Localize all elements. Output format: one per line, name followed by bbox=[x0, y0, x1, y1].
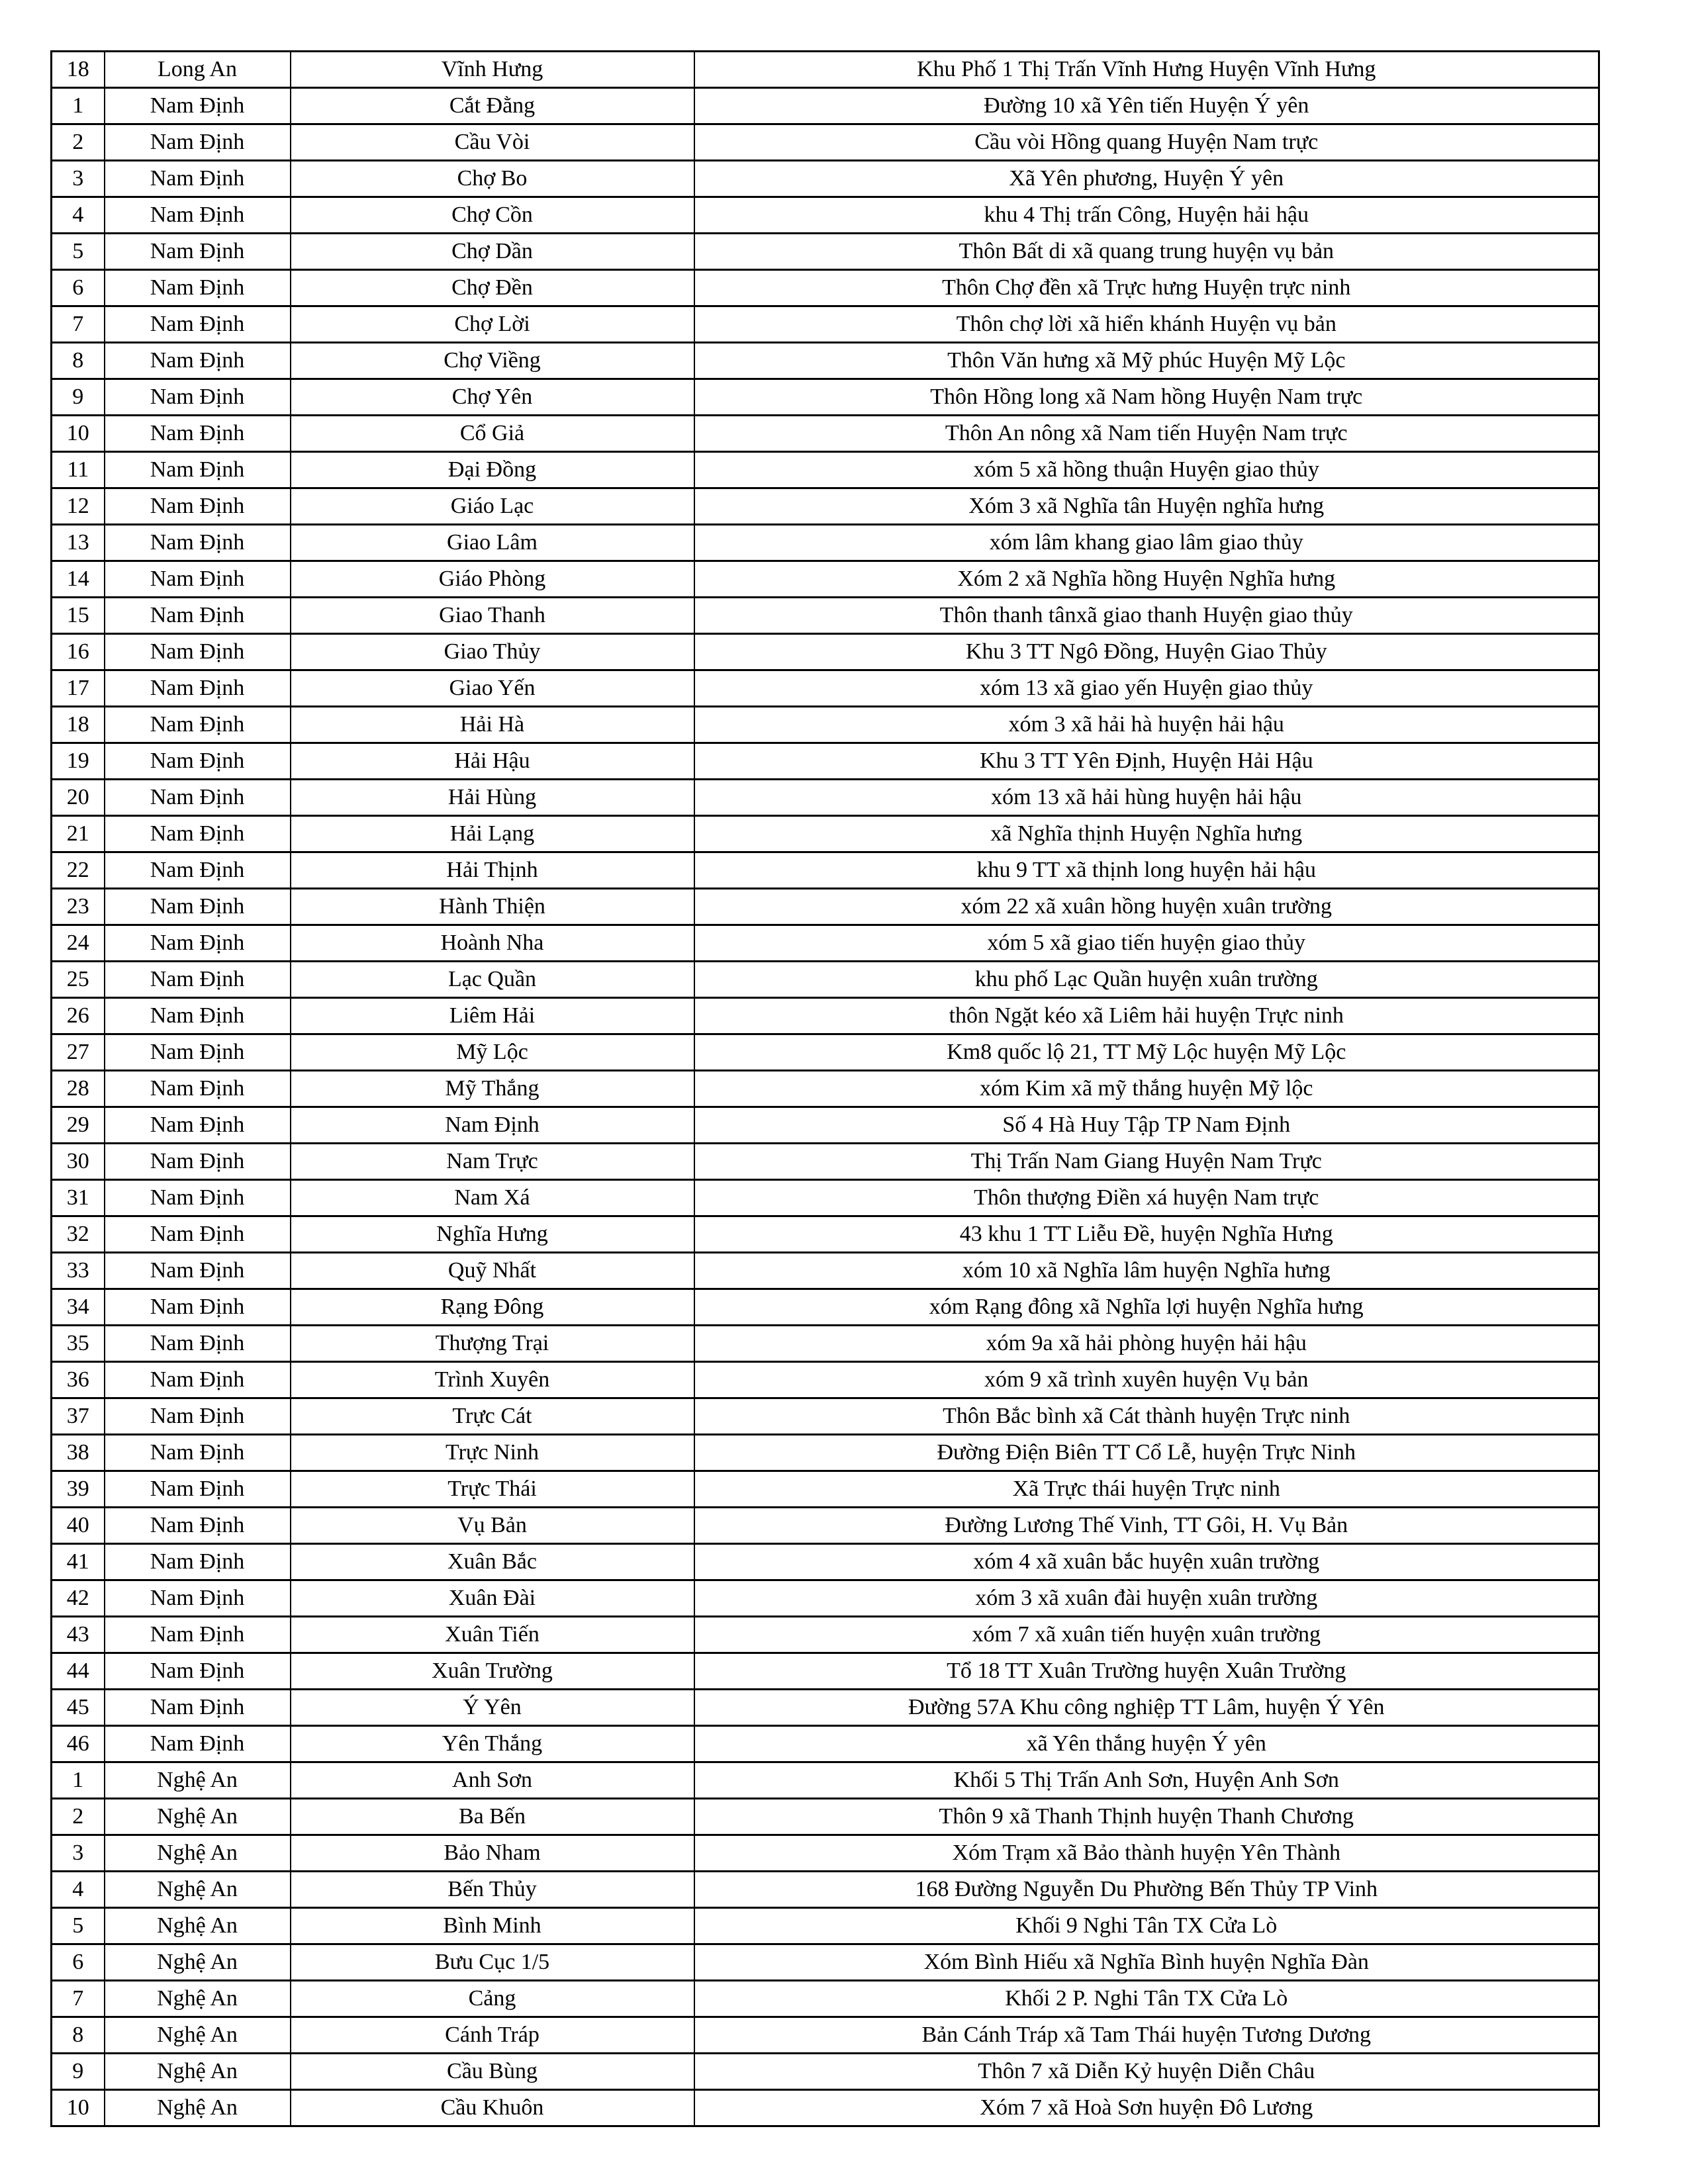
address-cell: xóm Kim xã mỹ thắng huyện Mỹ lộc bbox=[694, 1071, 1599, 1107]
table-row bbox=[52, 1799, 1599, 1835]
post-office-name-cell: Hải Hà bbox=[291, 707, 694, 743]
table-row bbox=[52, 598, 1599, 634]
post-office-name-cell: Nam Xá bbox=[291, 1180, 694, 1216]
post-office-name-cell: Bình Minh bbox=[291, 1908, 694, 1944]
row-number-cell: 19 bbox=[52, 743, 105, 780]
row-number-cell: 1 bbox=[52, 1762, 105, 1799]
post-office-name-cell: Mỹ Thắng bbox=[291, 1071, 694, 1107]
address-cell: Xóm Bình Hiếu xã Nghĩa Bình huyện Nghĩa Đàn bbox=[694, 1944, 1599, 1981]
table-row bbox=[52, 816, 1599, 852]
post-office-name-cell: Trình Xuyên bbox=[291, 1362, 694, 1398]
row-number-cell: 33 bbox=[52, 1253, 105, 1289]
address-cell: Khối 2 P. Nghi Tân TX Cửa Lò bbox=[694, 1981, 1599, 2017]
address-cell: thôn Ngặt kéo xã Liêm hải huyện Trực ninh bbox=[694, 998, 1599, 1034]
table-row bbox=[52, 670, 1599, 707]
province-cell: Nam Định bbox=[105, 1617, 291, 1653]
table-row bbox=[52, 1180, 1599, 1216]
row-number-cell: 39 bbox=[52, 1471, 105, 1508]
province-cell: Nam Định bbox=[105, 525, 291, 561]
province-cell: Nam Định bbox=[105, 1071, 291, 1107]
address-cell: Xóm 3 xã Nghĩa tân Huyện nghĩa hưng bbox=[694, 488, 1599, 525]
address-cell: xóm 5 xã hồng thuận Huyện giao thủy bbox=[694, 452, 1599, 488]
address-cell: Thôn An nông xã Nam tiến Huyện Nam trực bbox=[694, 416, 1599, 452]
address-cell: xóm 7 xã xuân tiến huyện xuân trường bbox=[694, 1617, 1599, 1653]
table-row bbox=[52, 197, 1599, 234]
table-row bbox=[52, 2090, 1599, 2126]
row-number-cell: 31 bbox=[52, 1180, 105, 1216]
province-cell: Nam Định bbox=[105, 452, 291, 488]
province-cell: Nam Định bbox=[105, 197, 291, 234]
province-cell: Nghệ An bbox=[105, 2017, 291, 2054]
row-number-cell: 6 bbox=[52, 270, 105, 306]
post-office-name-cell: Giao Thanh bbox=[291, 598, 694, 634]
address-cell: Khu 3 TT Yên Định, Huyện Hải Hậu bbox=[694, 743, 1599, 780]
address-cell: xóm 9a xã hải phòng huyện hải hậu bbox=[694, 1326, 1599, 1362]
address-cell: Đường Điện Biên TT Cổ Lễ, huyện Trực Ninh bbox=[694, 1435, 1599, 1471]
address-cell: Bản Cánh Tráp xã Tam Thái huyện Tương Dương bbox=[694, 2017, 1599, 2054]
post-office-name-cell: Hải Thịnh bbox=[291, 852, 694, 889]
province-cell: Nam Định bbox=[105, 1253, 291, 1289]
province-cell: Nam Định bbox=[105, 306, 291, 343]
table-row bbox=[52, 998, 1599, 1034]
province-cell: Nam Định bbox=[105, 343, 291, 379]
province-cell: Nam Định bbox=[105, 1289, 291, 1326]
table-row bbox=[52, 1944, 1599, 1981]
row-number-cell: 22 bbox=[52, 852, 105, 889]
province-cell: Nam Định bbox=[105, 561, 291, 598]
row-number-cell: 25 bbox=[52, 962, 105, 998]
province-cell: Nam Định bbox=[105, 1653, 291, 1690]
post-office-name-cell: Vĩnh Hưng bbox=[291, 52, 694, 88]
post-office-name-cell: Giáo Phòng bbox=[291, 561, 694, 598]
address-cell: Thôn chợ lời xã hiển khánh Huyện vụ bản bbox=[694, 306, 1599, 343]
post-office-name-cell: Xuân Đài bbox=[291, 1580, 694, 1617]
province-cell: Nam Định bbox=[105, 852, 291, 889]
row-number-cell: 21 bbox=[52, 816, 105, 852]
row-number-cell: 45 bbox=[52, 1690, 105, 1726]
post-office-name-cell: Giao Thủy bbox=[291, 634, 694, 670]
province-cell: Nghệ An bbox=[105, 1872, 291, 1908]
row-number-cell: 9 bbox=[52, 379, 105, 416]
row-number-cell: 7 bbox=[52, 306, 105, 343]
row-number-cell: 12 bbox=[52, 488, 105, 525]
province-cell: Nam Định bbox=[105, 488, 291, 525]
province-cell: Nam Định bbox=[105, 1508, 291, 1544]
post-office-name-cell: Chợ Đền bbox=[291, 270, 694, 306]
province-cell: Nam Định bbox=[105, 161, 291, 197]
post-office-name-cell: Hành Thiện bbox=[291, 889, 694, 925]
table-row bbox=[52, 161, 1599, 197]
row-number-cell: 37 bbox=[52, 1398, 105, 1435]
address-cell: khu 4 Thị trấn Công, Huyện hải hậu bbox=[694, 197, 1599, 234]
row-number-cell: 29 bbox=[52, 1107, 105, 1144]
row-number-cell: 26 bbox=[52, 998, 105, 1034]
table-row bbox=[52, 416, 1599, 452]
row-number-cell: 11 bbox=[52, 452, 105, 488]
province-cell: Nam Định bbox=[105, 598, 291, 634]
address-cell: xã Nghĩa thịnh Huyện Nghĩa hưng bbox=[694, 816, 1599, 852]
province-cell: Nam Định bbox=[105, 270, 291, 306]
post-office-name-cell: Trực Thái bbox=[291, 1471, 694, 1508]
row-number-cell: 41 bbox=[52, 1544, 105, 1580]
post-office-name-cell: Chợ Viềng bbox=[291, 343, 694, 379]
province-cell: Nam Định bbox=[105, 962, 291, 998]
province-cell: Nam Định bbox=[105, 124, 291, 161]
table-row bbox=[52, 2054, 1599, 2090]
province-cell: Nam Định bbox=[105, 1544, 291, 1580]
address-cell: Thôn thượng Điền xá huyện Nam trực bbox=[694, 1180, 1599, 1216]
post-office-name-cell: Hải Hùng bbox=[291, 780, 694, 816]
row-number-cell: 5 bbox=[52, 234, 105, 270]
province-cell: Nam Định bbox=[105, 1580, 291, 1617]
table-row bbox=[52, 488, 1599, 525]
post-office-table bbox=[50, 50, 1600, 2127]
row-number-cell: 23 bbox=[52, 889, 105, 925]
table-row bbox=[52, 1835, 1599, 1872]
table-row bbox=[52, 1690, 1599, 1726]
address-cell: Thôn Bắc bình xã Cát thành huyện Trực ninh bbox=[694, 1398, 1599, 1435]
post-office-name-cell: Chợ Lời bbox=[291, 306, 694, 343]
province-cell: Nghệ An bbox=[105, 1944, 291, 1981]
table-row bbox=[52, 925, 1599, 962]
province-cell: Nam Định bbox=[105, 1326, 291, 1362]
table-row bbox=[52, 234, 1599, 270]
post-office-name-cell: Hoành Nha bbox=[291, 925, 694, 962]
row-number-cell: 42 bbox=[52, 1580, 105, 1617]
row-number-cell: 5 bbox=[52, 1908, 105, 1944]
province-cell: Nghệ An bbox=[105, 1908, 291, 1944]
post-office-name-cell: Cầu Khuôn bbox=[291, 2090, 694, 2126]
row-number-cell: 3 bbox=[52, 161, 105, 197]
row-number-cell: 46 bbox=[52, 1726, 105, 1762]
address-cell: Xóm Trạm xã Bảo thành huyện Yên Thành bbox=[694, 1835, 1599, 1872]
table-row bbox=[52, 1762, 1599, 1799]
province-cell: Nghệ An bbox=[105, 1835, 291, 1872]
address-cell: khu phố Lạc Quần huyện xuân trường bbox=[694, 962, 1599, 998]
table-row bbox=[52, 889, 1599, 925]
table-row bbox=[52, 1253, 1599, 1289]
address-cell: Thị Trấn Nam Giang Huyện Nam Trực bbox=[694, 1144, 1599, 1180]
table-row bbox=[52, 1908, 1599, 1944]
post-office-name-cell: Trực Ninh bbox=[291, 1435, 694, 1471]
row-number-cell: 38 bbox=[52, 1435, 105, 1471]
post-office-name-cell: Bưu Cục 1/5 bbox=[291, 1944, 694, 1981]
table-row bbox=[52, 452, 1599, 488]
post-office-name-cell: Nghĩa Hưng bbox=[291, 1216, 694, 1253]
post-office-name-cell: Cắt Đằng bbox=[291, 88, 694, 124]
post-office-name-cell: Xuân Bắc bbox=[291, 1544, 694, 1580]
table-row bbox=[52, 1544, 1599, 1580]
table-row bbox=[52, 1471, 1599, 1508]
post-office-name-cell: Chợ Cồn bbox=[291, 197, 694, 234]
province-cell: Nam Định bbox=[105, 634, 291, 670]
post-office-name-cell: Chợ Dần bbox=[291, 234, 694, 270]
province-cell: Long An bbox=[105, 52, 291, 88]
post-office-name-cell: Cầu Bùng bbox=[291, 2054, 694, 2090]
row-number-cell: 8 bbox=[52, 2017, 105, 2054]
province-cell: Nghệ An bbox=[105, 1762, 291, 1799]
table-row bbox=[52, 379, 1599, 416]
address-cell: xóm 9 xã trình xuyên huyện Vụ bản bbox=[694, 1362, 1599, 1398]
province-cell: Nam Định bbox=[105, 234, 291, 270]
post-office-name-cell: Cảng bbox=[291, 1981, 694, 2017]
row-number-cell: 32 bbox=[52, 1216, 105, 1253]
row-number-cell: 20 bbox=[52, 780, 105, 816]
province-cell: Nam Định bbox=[105, 1034, 291, 1071]
address-cell: xóm 3 xã xuân đài huyện xuân trường bbox=[694, 1580, 1599, 1617]
address-cell: xóm 3 xã hải hà huyện hải hậu bbox=[694, 707, 1599, 743]
address-cell: 168 Đường Nguyễn Du Phường Bến Thủy TP Vinh bbox=[694, 1872, 1599, 1908]
table-body bbox=[52, 52, 1599, 2126]
table-row bbox=[52, 2017, 1599, 2054]
province-cell: Nam Định bbox=[105, 1362, 291, 1398]
post-office-name-cell: Mỹ Lộc bbox=[291, 1034, 694, 1071]
post-office-name-cell: Cánh Tráp bbox=[291, 2017, 694, 2054]
table-row bbox=[52, 1289, 1599, 1326]
post-office-name-cell: Bến Thủy bbox=[291, 1872, 694, 1908]
row-number-cell: 17 bbox=[52, 670, 105, 707]
row-number-cell: 40 bbox=[52, 1508, 105, 1544]
row-number-cell: 9 bbox=[52, 2054, 105, 2090]
address-cell: Thôn 7 xã Diễn Kỷ huyện Diễn Châu bbox=[694, 2054, 1599, 2090]
table-row bbox=[52, 1872, 1599, 1908]
province-cell: Nam Định bbox=[105, 925, 291, 962]
row-number-cell: 4 bbox=[52, 197, 105, 234]
table-row bbox=[52, 1981, 1599, 2017]
post-office-name-cell: Ba Bến bbox=[291, 1799, 694, 1835]
table-row bbox=[52, 1107, 1599, 1144]
row-number-cell: 14 bbox=[52, 561, 105, 598]
address-cell: Số 4 Hà Huy Tập TP Nam Định bbox=[694, 1107, 1599, 1144]
table-row bbox=[52, 561, 1599, 598]
post-office-name-cell: Thượng Trại bbox=[291, 1326, 694, 1362]
table-row bbox=[52, 634, 1599, 670]
table-row bbox=[52, 343, 1599, 379]
province-cell: Nghệ An bbox=[105, 1799, 291, 1835]
address-cell: Thôn thanh tânxã giao thanh Huyện giao thủy bbox=[694, 598, 1599, 634]
province-cell: Nam Định bbox=[105, 707, 291, 743]
post-office-name-cell: Giáo Lạc bbox=[291, 488, 694, 525]
address-cell: Thôn Bất di xã quang trung huyện vụ bản bbox=[694, 234, 1599, 270]
row-number-cell: 27 bbox=[52, 1034, 105, 1071]
table-row bbox=[52, 124, 1599, 161]
province-cell: Nam Định bbox=[105, 1471, 291, 1508]
post-office-name-cell: Đại Đồng bbox=[291, 452, 694, 488]
row-number-cell: 44 bbox=[52, 1653, 105, 1690]
row-number-cell: 43 bbox=[52, 1617, 105, 1653]
address-cell: xóm 4 xã xuân bắc huyện xuân trường bbox=[694, 1544, 1599, 1580]
post-office-name-cell: Chợ Bo bbox=[291, 161, 694, 197]
post-office-name-cell: Trực Cát bbox=[291, 1398, 694, 1435]
row-number-cell: 10 bbox=[52, 2090, 105, 2126]
row-number-cell: 8 bbox=[52, 343, 105, 379]
province-cell: Nam Định bbox=[105, 1690, 291, 1726]
row-number-cell: 2 bbox=[52, 1799, 105, 1835]
address-cell: xóm 22 xã xuân hồng huyện xuân trường bbox=[694, 889, 1599, 925]
table-row bbox=[52, 1398, 1599, 1435]
address-cell: Khu Phố 1 Thị Trấn Vĩnh Hưng Huyện Vĩnh Hưng bbox=[694, 52, 1599, 88]
row-number-cell: 1 bbox=[52, 88, 105, 124]
province-cell: Nam Định bbox=[105, 1180, 291, 1216]
address-cell: Đường 57A Khu công nghiệp TT Lâm, huyện Ý Yên bbox=[694, 1690, 1599, 1726]
address-cell: Xã Yên phương, Huyện Ý yên bbox=[694, 161, 1599, 197]
address-cell: Đường Lương Thế Vinh, TT Gôi, H. Vụ Bản bbox=[694, 1508, 1599, 1544]
address-cell: xóm 13 xã hải hùng huyện hải hậu bbox=[694, 780, 1599, 816]
row-number-cell: 7 bbox=[52, 1981, 105, 2017]
post-office-name-cell: Chợ Yên bbox=[291, 379, 694, 416]
row-number-cell: 36 bbox=[52, 1362, 105, 1398]
row-number-cell: 10 bbox=[52, 416, 105, 452]
table-row bbox=[52, 1362, 1599, 1398]
row-number-cell: 24 bbox=[52, 925, 105, 962]
row-number-cell: 18 bbox=[52, 707, 105, 743]
table-row bbox=[52, 707, 1599, 743]
address-cell: Tổ 18 TT Xuân Trường huyện Xuân Trường bbox=[694, 1653, 1599, 1690]
row-number-cell: 2 bbox=[52, 124, 105, 161]
address-cell: Thôn Chợ đền xã Trực hưng Huyện trực ninh bbox=[694, 270, 1599, 306]
table-row bbox=[52, 1071, 1599, 1107]
post-office-name-cell: Hải Hậu bbox=[291, 743, 694, 780]
table-row bbox=[52, 270, 1599, 306]
row-number-cell: 28 bbox=[52, 1071, 105, 1107]
table-row bbox=[52, 1034, 1599, 1071]
province-cell: Nam Định bbox=[105, 1144, 291, 1180]
province-cell: Nam Định bbox=[105, 1398, 291, 1435]
post-office-name-cell: Cổ Giả bbox=[291, 416, 694, 452]
row-number-cell: 16 bbox=[52, 634, 105, 670]
address-cell: xóm 13 xã giao yến Huyện giao thủy bbox=[694, 670, 1599, 707]
table-row bbox=[52, 743, 1599, 780]
address-cell: Km8 quốc lộ 21, TT Mỹ Lộc huyện Mỹ Lộc bbox=[694, 1034, 1599, 1071]
table-row bbox=[52, 780, 1599, 816]
address-cell: Khối 5 Thị Trấn Anh Sơn, Huyện Anh Sơn bbox=[694, 1762, 1599, 1799]
province-cell: Nam Định bbox=[105, 998, 291, 1034]
post-office-name-cell: Xuân Tiến bbox=[291, 1617, 694, 1653]
province-cell: Nam Định bbox=[105, 670, 291, 707]
province-cell: Nam Định bbox=[105, 379, 291, 416]
table-row bbox=[52, 1216, 1599, 1253]
row-number-cell: 35 bbox=[52, 1326, 105, 1362]
address-cell: Khối 9 Nghi Tân TX Cửa Lò bbox=[694, 1908, 1599, 1944]
table-row bbox=[52, 962, 1599, 998]
address-cell: Xã Trực thái huyện Trực ninh bbox=[694, 1471, 1599, 1508]
address-cell: Thôn Hồng long xã Nam hồng Huyện Nam trực bbox=[694, 379, 1599, 416]
row-number-cell: 3 bbox=[52, 1835, 105, 1872]
address-cell: xóm Rạng đông xã Nghĩa lợi huyện Nghĩa hưng bbox=[694, 1289, 1599, 1326]
address-cell: xóm 10 xã Nghĩa lâm huyện Nghĩa hưng bbox=[694, 1253, 1599, 1289]
address-cell: xã Yên thắng huyện Ý yên bbox=[694, 1726, 1599, 1762]
table-row bbox=[52, 1617, 1599, 1653]
post-office-name-cell: Yên Thắng bbox=[291, 1726, 694, 1762]
post-office-name-cell: Hải Lạng bbox=[291, 816, 694, 852]
table-row bbox=[52, 1653, 1599, 1690]
post-office-name-cell: Quỹ Nhất bbox=[291, 1253, 694, 1289]
row-number-cell: 34 bbox=[52, 1289, 105, 1326]
address-cell: Thôn 9 xã Thanh Thịnh huyện Thanh Chương bbox=[694, 1799, 1599, 1835]
address-cell: 43 khu 1 TT Liễu Đề, huyện Nghĩa Hưng bbox=[694, 1216, 1599, 1253]
table-row bbox=[52, 852, 1599, 889]
post-office-name-cell: Bảo Nham bbox=[291, 1835, 694, 1872]
post-office-name-cell: Anh Sơn bbox=[291, 1762, 694, 1799]
province-cell: Nam Định bbox=[105, 743, 291, 780]
table-row bbox=[52, 1508, 1599, 1544]
province-cell: Nghệ An bbox=[105, 2054, 291, 2090]
province-cell: Nam Định bbox=[105, 1216, 291, 1253]
post-office-name-cell: Ý Yên bbox=[291, 1690, 694, 1726]
province-cell: Nam Định bbox=[105, 816, 291, 852]
row-number-cell: 18 bbox=[52, 52, 105, 88]
address-cell: Xóm 7 xã Hoà Sơn huyện Đô Lương bbox=[694, 2090, 1599, 2126]
province-cell: Nam Định bbox=[105, 1107, 291, 1144]
table-row bbox=[52, 88, 1599, 124]
post-office-name-cell: Xuân Trường bbox=[291, 1653, 694, 1690]
post-office-name-cell: Nam Định bbox=[291, 1107, 694, 1144]
province-cell: Nghệ An bbox=[105, 1981, 291, 2017]
province-cell: Nam Định bbox=[105, 88, 291, 124]
post-office-name-cell: Liêm Hải bbox=[291, 998, 694, 1034]
post-office-name-cell: Giao Lâm bbox=[291, 525, 694, 561]
table-row bbox=[52, 1726, 1599, 1762]
post-office-name-cell: Giao Yến bbox=[291, 670, 694, 707]
province-cell: Nghệ An bbox=[105, 2090, 291, 2126]
table-row bbox=[52, 1326, 1599, 1362]
address-cell: khu 9 TT xã thịnh long huyện hải hậu bbox=[694, 852, 1599, 889]
table-row bbox=[52, 1144, 1599, 1180]
address-cell: Xóm 2 xã Nghĩa hồng Huyện Nghĩa hưng bbox=[694, 561, 1599, 598]
address-cell: Thôn Văn hưng xã Mỹ phúc Huyện Mỹ Lộc bbox=[694, 343, 1599, 379]
table-row bbox=[52, 52, 1599, 88]
address-cell: Khu 3 TT Ngô Đồng, Huyện Giao Thủy bbox=[694, 634, 1599, 670]
address-cell: Đường 10 xã Yên tiến Huyện Ý yên bbox=[694, 88, 1599, 124]
province-cell: Nam Định bbox=[105, 1726, 291, 1762]
province-cell: Nam Định bbox=[105, 889, 291, 925]
post-office-name-cell: Rạng Đông bbox=[291, 1289, 694, 1326]
post-office-name-cell: Nam Trực bbox=[291, 1144, 694, 1180]
address-cell: xóm 5 xã giao tiến huyện giao thủy bbox=[694, 925, 1599, 962]
table-row bbox=[52, 1435, 1599, 1471]
address-cell: Cầu vòi Hồng quang Huyện Nam trực bbox=[694, 124, 1599, 161]
province-cell: Nam Định bbox=[105, 1435, 291, 1471]
province-cell: Nam Định bbox=[105, 780, 291, 816]
row-number-cell: 15 bbox=[52, 598, 105, 634]
address-cell: xóm lâm khang giao lâm giao thủy bbox=[694, 525, 1599, 561]
post-office-name-cell: Vụ Bản bbox=[291, 1508, 694, 1544]
table-row bbox=[52, 306, 1599, 343]
post-office-name-cell: Cầu Vòi bbox=[291, 124, 694, 161]
row-number-cell: 13 bbox=[52, 525, 105, 561]
row-number-cell: 6 bbox=[52, 1944, 105, 1981]
row-number-cell: 30 bbox=[52, 1144, 105, 1180]
table-row bbox=[52, 525, 1599, 561]
table-row bbox=[52, 1580, 1599, 1617]
post-office-name-cell: Lạc Quần bbox=[291, 962, 694, 998]
province-cell: Nam Định bbox=[105, 416, 291, 452]
row-number-cell: 4 bbox=[52, 1872, 105, 1908]
